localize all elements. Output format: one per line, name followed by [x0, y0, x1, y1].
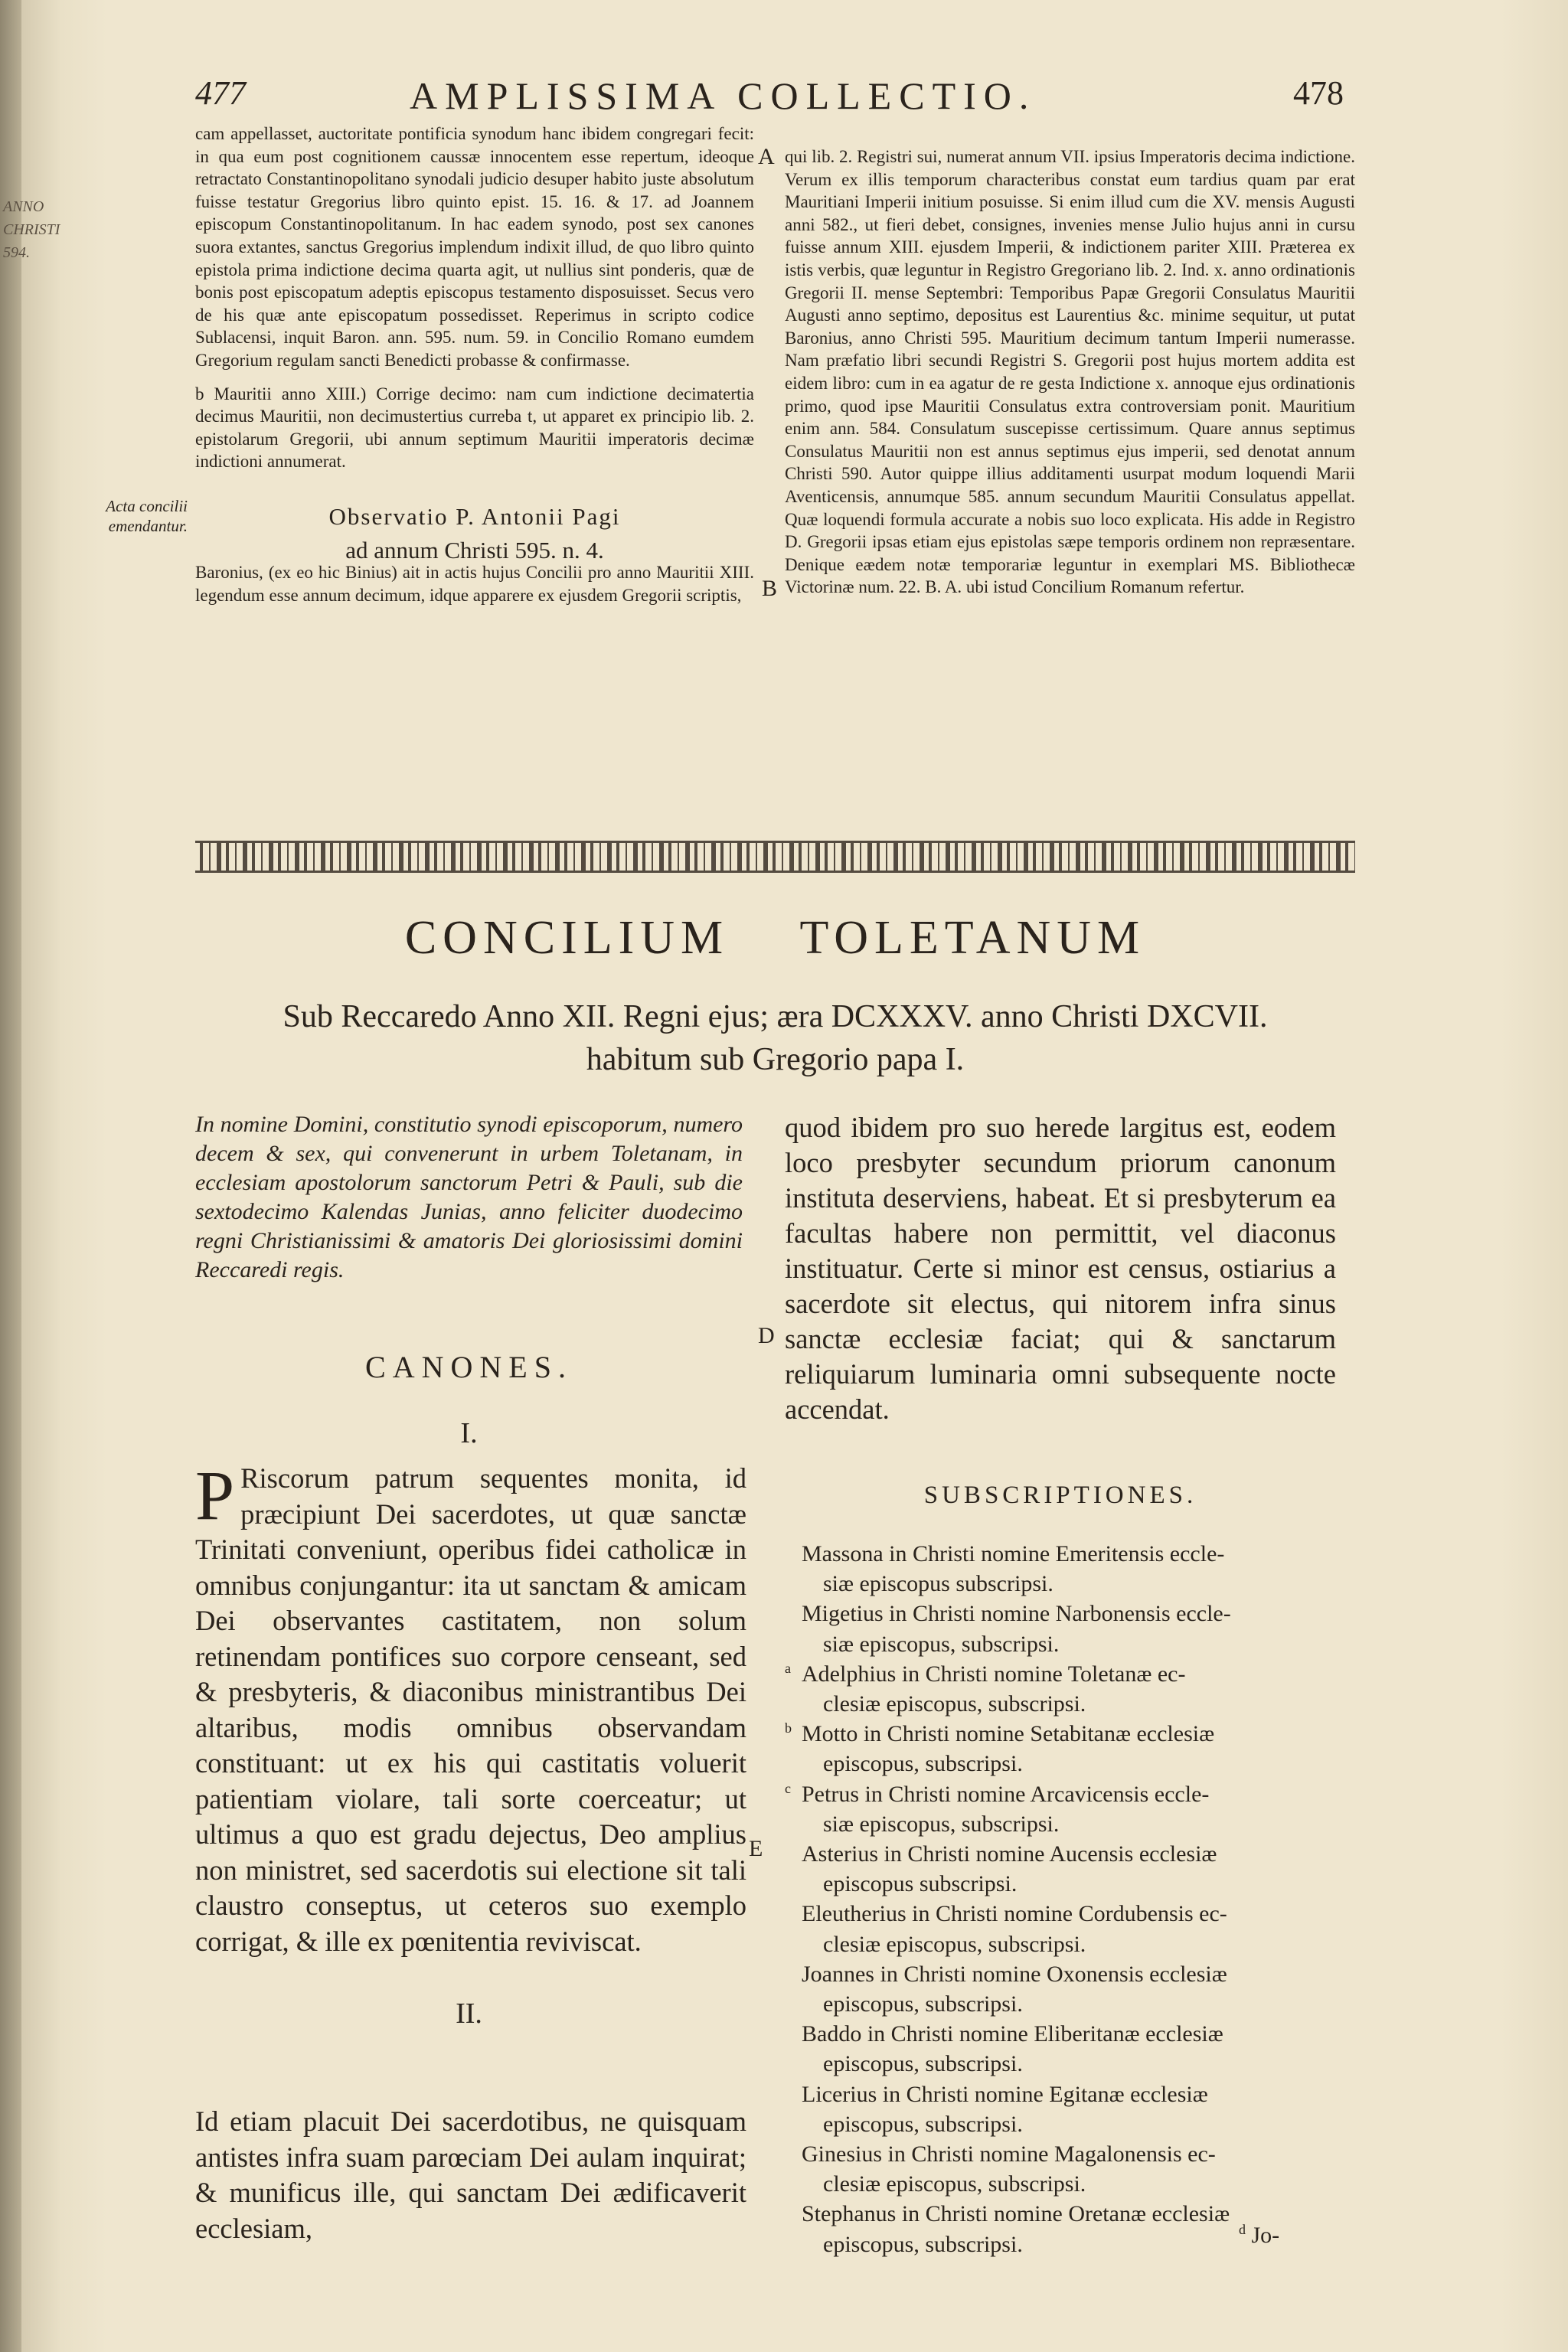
subscription-line-1: Joannes in Christi nomine Oxonensis ecclesiæ	[802, 1961, 1227, 1987]
subscription-line-2: episcopus, subscripsi.	[823, 2231, 1023, 2257]
subscription-entry	[785, 1659, 1336, 1719]
page-number-right: 478	[1293, 74, 1344, 112]
margin-note: Acta concilii emendantur.	[106, 497, 188, 535]
canon-2-text: Id etiam placuit Dei sacerdotibus, ne quisquam antistes infra suam parœciam Dei aulam inquirat; & munificus ille, qui sanctam Dei ædificaverit ecclesiam,	[195, 2105, 746, 2244]
note-mark	[785, 2019, 802, 2079]
canones-heading: CANONES.	[365, 1350, 573, 1384]
canon-1-text-block	[195, 1456, 746, 1959]
subscription-line-2: clesiæ episcopus, subscripsi.	[823, 1691, 1086, 1717]
subscription-entry	[785, 2079, 1336, 2139]
note-mark: c	[785, 1780, 791, 1796]
observatio-heading: Observatio P. Antonii Pagi	[328, 502, 621, 530]
subscription-line-2: episcopus, subscripsi.	[823, 2051, 1023, 2077]
catchword-text: Jo-	[1251, 2223, 1280, 2248]
canon-1-text: Riscorum patrum sequentes monita, id præcipiunt Dei sacerdotes, ut quæ sanctæ Trinitati conveniunt, operibus fidei catholicæ in omnibus conjungantur: ita ut sanctam & amicam Dei observantes castitatem, non solum retinendam pontifices suo corpore censeant, sed & presbyteris, & diaconibus ministrantibus Dei altaribus, modis omnibus observandam constituant: ut ex his qui castitatis voluerit patientiam violare, tali sorte coerceatur; ut ultimus a quo est gradu dejectus, Deo amplius non ministret, sed sacerdotis sui electione sit tali claustro conseptus, ut ceteros suo exemplo corrigat, & ille ex pœnitentia reviviscat.	[195, 1462, 746, 1957]
subscription-entry	[785, 1959, 1336, 2019]
margin-letter-b: B	[762, 576, 778, 601]
margin-year: 594.	[3, 244, 30, 261]
binding-gutter	[0, 0, 21, 2352]
subscription-entry	[785, 1839, 1336, 1899]
subscription-line-2: episcopus, subscripsi.	[823, 1991, 1023, 2017]
note-mark	[785, 2139, 802, 2199]
subscription-line-1: Stephanus in Christi nomine Oretanæ ecclesiæ	[802, 2201, 1230, 2227]
subscription-line-2: clesiæ episcopus, subscripsi.	[823, 1931, 1086, 1957]
subscription-line-1: Asterius in Christi nomine Aucensis ecclesiæ	[802, 1841, 1217, 1867]
catchword	[1239, 2222, 1279, 2249]
subscription-entry	[785, 1719, 1336, 1779]
margin-letter-a: A	[758, 144, 775, 169]
note-mark: a	[785, 1660, 791, 1676]
notes-right-column: qui lib. 2. Registri sui, numerat annum VII. ipsius Imperatoris decima indictione. Verum ex illis temporum characteribus constat eum tardius quam par erat Mauritiani Imperii initium posuisse. Si enim illud cum die XV. mensis Augusti anni 582., ut fieri debet, consignes, invenies mense Julio hujus anni in cursu fuisse annum XIII. ejusdem Imperii, & indictionem pariter XIII. Præterea ex istis verbis, quæ leguntur in Registro Gregoriano lib. 2. Ind. x. anno ordinationis Gregorii II. mense Septembri: Temporibus Papæ Gregorii Consulatus Mauritii Augusti anno septimo, depositus est Laurentius &c. minime sequitur, ut putat Baronius, anno Christi 595. Mauritium decimum tantum Imperii numerasse. Nam præfatio libri secundi Registri S. Gregorii post hujus mortem addita est eidem libro: cum in ea agatur de re gesta Indictione x. annoque ejus ordinationis primo, quod ipse Mauritii Consulatus extra controversiam ponit. Mauritium enim ann. 584. Consulatum suscepisse certissimum. Quare annus septimus Consulatus Mauritii non est annus septimus ejus imperii, sed denotat annum Christi 590. Autor quippe illius additamenti usurpat modum loquendi Marii Aventicensis, annumque 585. annum secundum Mauritii Consulatus appellat. Quæ loquendi formula accurate a nobis suo loco explicata. His adde in Registro D. Gregorii ipsas etiam ejus epistolas sæpe temporis ordinem non repræsentare. Denique eædem notæ temporariæ leguntur in exemplari MS. Bibliothecæ Victorinæ num. 22. B. A. ubi istud Concilium Romanum refertur.	[785, 147, 1355, 597]
subscription-line-1: Ginesius in Christi nomine Magalonensis ec-	[802, 2141, 1216, 2167]
subscription-line-2: siæ episcopus subscripsi.	[823, 1571, 1054, 1597]
subscription-line-2: episcopus, subscripsi.	[823, 1751, 1023, 1777]
subscriptiones-heading: SUBSCRIPTIONES.	[923, 1481, 1197, 1509]
canon-1-numeral: I.	[460, 1417, 478, 1449]
subscription-line-1: Petrus in Christi nomine Arcavicensis eccle-	[802, 1781, 1210, 1807]
canon-2-numeral: II.	[456, 1998, 482, 2030]
drop-cap: P	[195, 1456, 235, 1534]
subscription-line-1: Licerius in Christi nomine Egitanæ ecclesiæ	[802, 2081, 1208, 2107]
note-mark: b	[785, 1720, 792, 1736]
note-mark	[785, 1839, 802, 1899]
subscription-line-1: Massona in Christi nomine Emeritensis eccle-	[802, 1541, 1225, 1566]
subscription-entry	[785, 1599, 1336, 1658]
intro-paragraph: In nomine Domini, constitutio synodi episcoporum, numero decem & sex, qui convenerunt in urbem Toletanam, in ecclesiam apostolorum sanctorum Petri & Pauli, sub die sextodecimo Kalendas Junias, anno feliciter duodecimo regni Christianissimi & amatoris Dei gloriosissimi domini Reccaredi regis.	[195, 1112, 743, 1282]
subscription-entry	[785, 2019, 1336, 2079]
notes-left-column	[195, 122, 754, 606]
council-title: CONCILIUM TOLETANUM	[404, 912, 1146, 964]
margin-anno: ANNO	[3, 198, 44, 215]
margin-letter-e: E	[749, 1836, 763, 1861]
canon-2-continuation: quod ibidem pro suo herede largitus est, eodem loco presbyter secundum priorum canonum instituta deserviens, habeat. Et si presbyterum ea facultas habere non permittit, vel diaconus instituatur. Certe si minor est census, ostiarius a sacerdote sit electus, qui nitorem infra sinus sanctæ ecclesiæ faciat; qui & sanctarum reliquiarum luminaria omni subsequente nocte accendat.	[785, 1112, 1336, 1425]
subscription-entry	[785, 2139, 1336, 2199]
observatio-subheading: ad annum Christi 595. n. 4.	[345, 536, 604, 564]
subscriptiones-list	[785, 1539, 1336, 2259]
council-subtitle	[195, 995, 1355, 1081]
margin-letter-d: D	[758, 1323, 775, 1348]
note-paragraph-1: cam appellasset, auctoritate pontificia synodum hanc ibidem congregari fecit: in qua eum post cognitionem caussæ innocentem esse repertum, ideoque retractato Constantinopolitano synodali judicio desuper habito juste absolutum fuisse testatur Gregorius libro quinto epist. 15. 16. & 17. ad Joannem episcopum Constantinopolitanum. In hac eadem synodo, post sex canones suora extantes, sanctus Gregorius implendum indixit illud, de quo libro quinto epistola prima indictione decima quarta agit, ut nullius sint ponderis, quæ de bonis post episcopatum adeptis episcopus testamento disposuisset. Secus vero de his quæ ante episcopatum possedisset. Reperimus in scripto codice Sublacensi, inquit Baron. ann. 595. num. 59. in Concilio Romano eumdem Gregorium regulam sancti Benedicti probasse & confirmasse.	[195, 124, 754, 370]
page-number-left: 477	[195, 74, 246, 112]
running-title: AMPLISSIMA COLLECTIO.	[410, 74, 1037, 117]
subscription-entry	[785, 1899, 1336, 1958]
subscription-line-1: Baddo in Christi nomine Eliberitanæ ecclesiæ	[802, 2021, 1223, 2047]
ornamental-band	[195, 841, 1355, 873]
subtitle-line-1: Sub Reccaredo Anno XII. Regni ejus; æra DCXXXV. anno Christi DXCVII.	[283, 999, 1268, 1034]
subscription-line-1: Motto in Christi nomine Setabitanæ ecclesiæ	[802, 1721, 1215, 1747]
note-paragraph-2: b Mauritii anno XIII.) Corrige decimo: nam cum indictione decimatertia decimus Mauritii, non decimustertius curreba t, ut apparet ex principio lib. 2. epistolarum Gregorii, ubi annum septimum Mauritii imperatoris decimæ indictioni annumerat.	[195, 384, 754, 472]
margin-christi: CHRISTI	[3, 221, 60, 238]
subscription-line-1: Eleutherius in Christi nomine Cordubensis ec-	[802, 1901, 1227, 1927]
subscription-line-1: Adelphius in Christi nomine Toletanæ ec-	[802, 1661, 1186, 1687]
subscription-entry	[785, 1779, 1336, 1839]
observatio-body: Baronius, (ex eo hic Binius) ait in actis hujus Concilii pro anno Mauritii XIII. legendum esse annum decimum, idque apparere ex ejusdem Gregorii scriptis,	[195, 563, 754, 605]
subscription-line-2: episcopus, subscripsi.	[823, 2111, 1023, 2137]
subscription-line-1: Migetius in Christi nomine Narbonensis eccle-	[802, 1601, 1231, 1627]
subscription-line-2: siæ episcopus, subscripsi.	[823, 1811, 1060, 1837]
subscription-entry	[785, 1539, 1336, 1599]
note-mark	[785, 2079, 802, 2139]
note-mark	[785, 1539, 802, 1599]
subscription-line-2: episcopus subscripsi.	[823, 1871, 1018, 1897]
catchword-mark: d	[1239, 2222, 1246, 2237]
note-mark	[785, 1599, 802, 1658]
note-mark	[785, 1959, 802, 2019]
note-mark	[785, 2199, 802, 2259]
subscription-line-2: siæ episcopus, subscripsi.	[823, 1631, 1060, 1657]
previous-page-margin	[3, 195, 60, 264]
subscription-line-2: clesiæ episcopus, subscripsi.	[823, 2171, 1086, 2197]
note-mark	[785, 1899, 802, 1958]
subtitle-line-2: habitum sub Gregorio papa I.	[586, 1042, 965, 1077]
